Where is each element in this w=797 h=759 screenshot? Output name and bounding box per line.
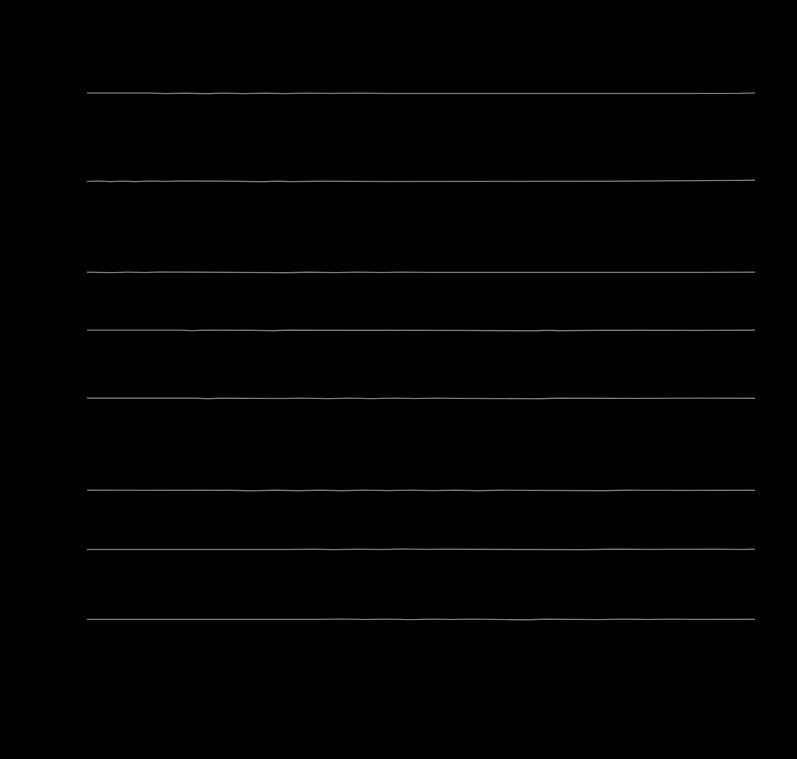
series-line-5 <box>87 398 755 399</box>
series-line-1 <box>87 93 755 94</box>
series-line-7 <box>87 549 755 550</box>
series-line-6 <box>87 490 755 491</box>
series-line-2 <box>87 180 755 182</box>
series-line-4 <box>87 330 755 331</box>
series-line-3 <box>87 272 755 273</box>
series-line-8 <box>87 619 755 620</box>
